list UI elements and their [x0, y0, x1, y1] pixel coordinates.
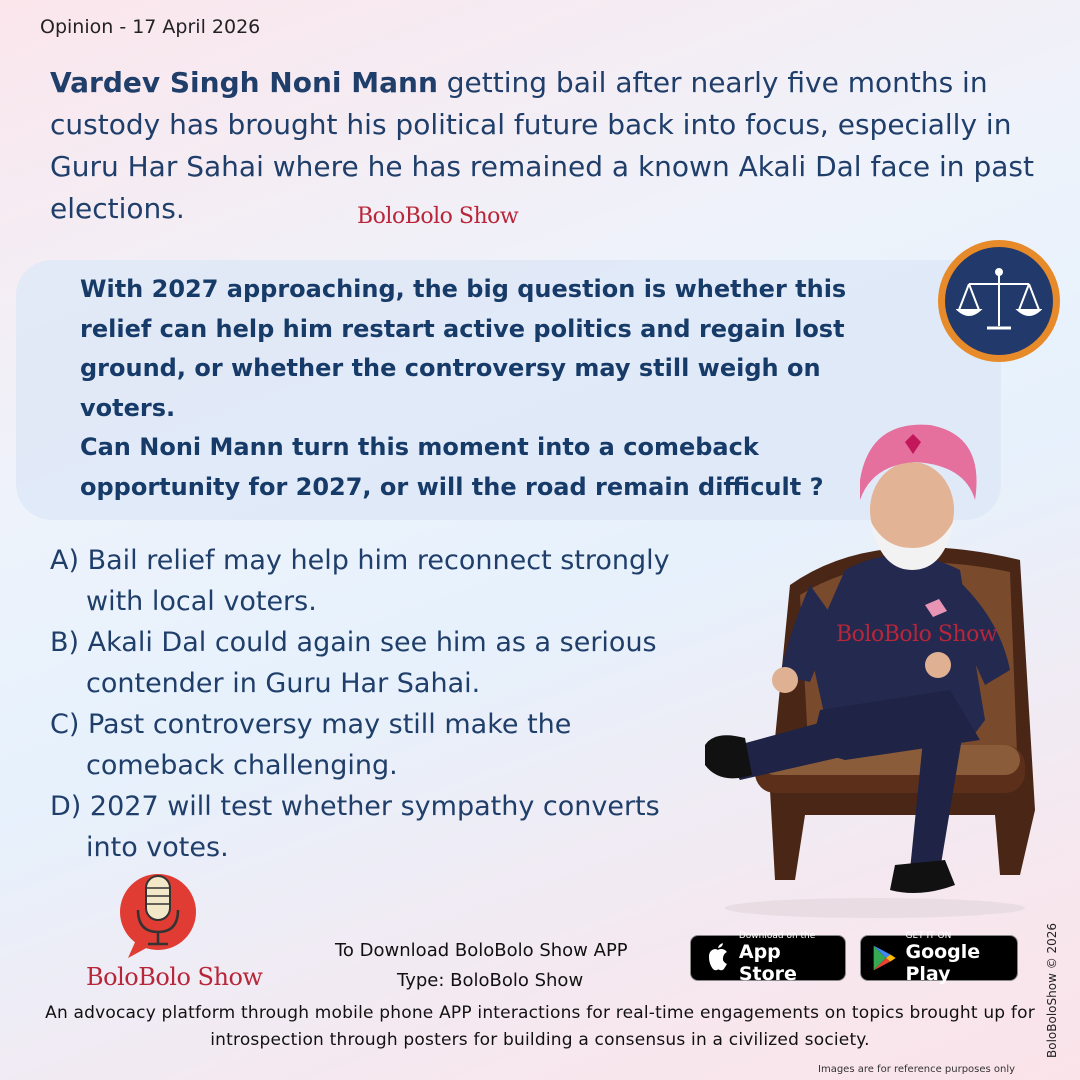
apple-icon [703, 943, 733, 973]
portrait-illustration [700, 420, 1050, 920]
option-b-line1: B) Akali Dal could again see him as a serious [50, 627, 657, 658]
question-p2: Can Noni Mann turn this moment into a comeback opportunity for 2027, or will the road remain difficult ? [80, 433, 824, 501]
option-c-line2: comeback challenging. [86, 750, 398, 781]
gplay-label: Google Play [905, 941, 981, 985]
intro-text: getting bail after nearly five months in custody has brought his political future back into focus, especially in Guru Har Sahai where he has remained a known Akali Dal face in past elections. [50, 66, 1034, 225]
brand-logo-text: BoloBolo Show [86, 963, 263, 991]
play-store-icon [871, 942, 897, 974]
option-c [50, 704, 730, 786]
date-line: Opinion - 17 April 2026 [40, 16, 261, 38]
option-d [50, 786, 730, 868]
option-d-line1: D) 2027 will test whether sympathy converts [50, 791, 660, 822]
gplay-small-label: GET IT ON [905, 931, 952, 941]
google-play-button[interactable] [860, 931, 1018, 985]
question-p1: With 2027 approaching, the big question is whether this relief can help him restart active politics and regain lost ground, or whether the controversy may still weigh on voters. [80, 275, 847, 422]
appstore-label: App Store [738, 941, 797, 985]
option-b [50, 622, 730, 704]
watermark: BoloBolo Show [357, 204, 519, 229]
watermark-overlay: BoloBolo Show [836, 622, 998, 647]
option-c-line1: C) Past controversy may still make the [50, 709, 572, 740]
intro-paragraph [50, 62, 1040, 230]
appstore-small-label: Download on the [738, 931, 816, 941]
option-a-line2: with local voters. [86, 586, 317, 617]
microphone-icon [118, 870, 198, 960]
app-store-button[interactable] [690, 931, 846, 985]
option-a [50, 540, 730, 622]
copyright-text: BoloBoloShow © 2026 [1045, 922, 1059, 1058]
intro-name: Vardev Singh Noni Mann [50, 66, 438, 99]
scales-of-justice-icon [938, 240, 1060, 362]
footer-text: An advocacy platform through mobile phone APP interactions for real-time engagements on topics brought up for introspection through posters for building a consensus in a civilized society. [45, 1003, 1035, 1050]
option-d-line2: into votes. [86, 832, 229, 863]
download-type: Type: BoloBolo Show [397, 970, 584, 991]
disclaimer-text: Images are for reference purposes only [818, 1064, 1016, 1075]
option-b-line2: contender in Guru Har Sahai. [86, 668, 481, 699]
download-instruction: To Download BoloBolo Show APP [335, 940, 628, 961]
option-a-line1: A) Bail relief may help him reconnect strongly [50, 545, 670, 576]
